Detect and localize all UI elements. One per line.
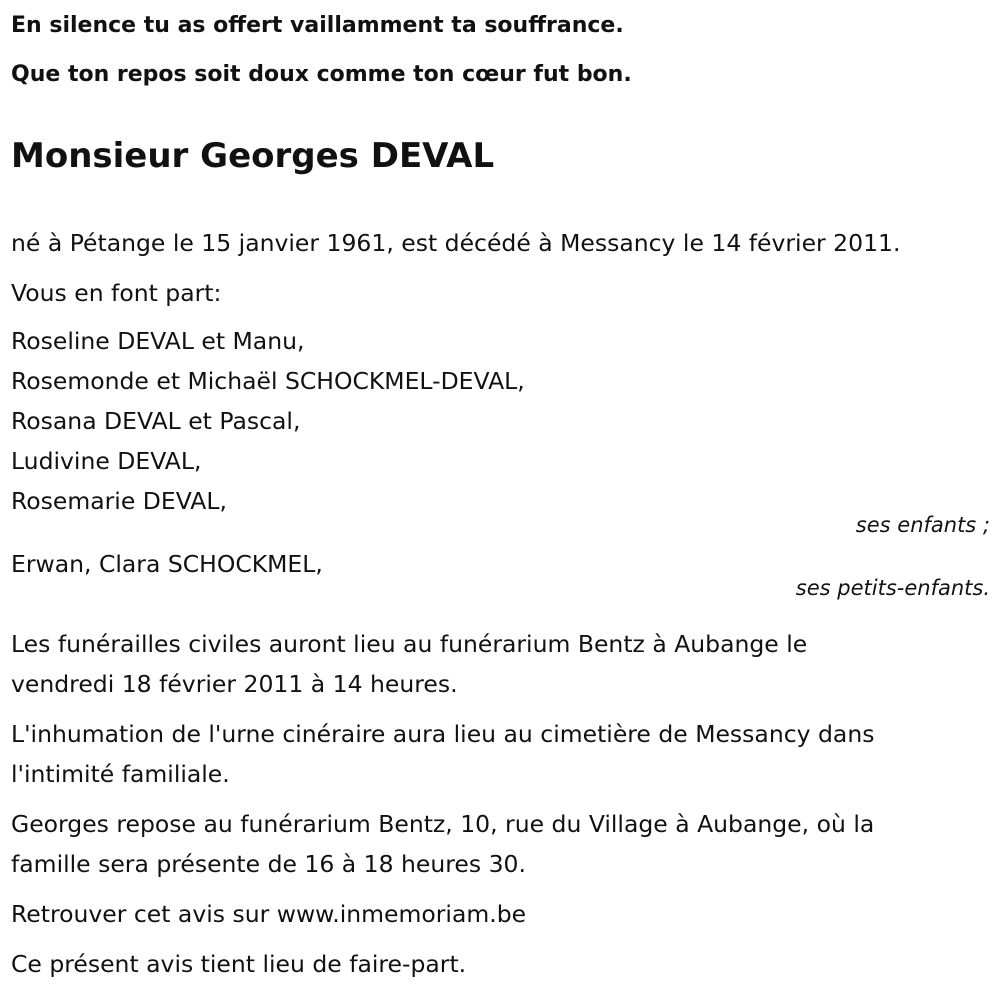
epigraph-line-1: En silence tu as offert vaillamment ta souffrance. (11, 13, 624, 38)
burial-line-1: L'inhumation de l'urne cinéraire aura lieu au cimetière de Messancy dans (11, 720, 875, 748)
children-role: ses enfants ; (855, 513, 990, 537)
rest-line-1: Georges repose au funérarium Bentz, 10, rue du Village à Aubange, où la (11, 810, 875, 838)
intro-line: Vous en font part: (11, 279, 222, 307)
grandchildren-line: Erwan, Clara SCHOCKMEL, (11, 550, 323, 578)
child-1: Roseline DEVAL et Manu, (11, 327, 305, 355)
grandchildren-role: ses petits-enfants. (795, 576, 990, 600)
website-line: Retrouver cet avis sur www.inmemoriam.be (11, 900, 527, 928)
closing-line: Ce présent avis tient lieu de faire-part. (11, 950, 467, 978)
rest-line-2: famille sera présente de 16 à 18 heures 30. (11, 850, 526, 878)
child-2: Rosemonde et Michaël SCHOCKMEL-DEVAL, (11, 367, 525, 395)
funeral-line-1: Les funérailles civiles auront lieu au funérarium Bentz à Aubange le (11, 630, 808, 658)
birth-death-line: né à Pétange le 15 janvier 1961, est décédé à Messancy le 14 février 2011. (11, 229, 901, 257)
funeral-line-2: vendredi 18 février 2011 à 14 heures. (11, 670, 458, 698)
deceased-name: Monsieur Georges DEVAL (11, 136, 495, 176)
child-3: Rosana DEVAL et Pascal, (11, 407, 301, 435)
epigraph-line-2: Que ton repos soit doux comme ton cœur fut bon. (11, 62, 632, 87)
child-4: Ludivine DEVAL, (11, 447, 202, 475)
child-5: Rosemarie DEVAL, (11, 487, 227, 515)
burial-line-2: l'intimité familiale. (11, 760, 230, 788)
